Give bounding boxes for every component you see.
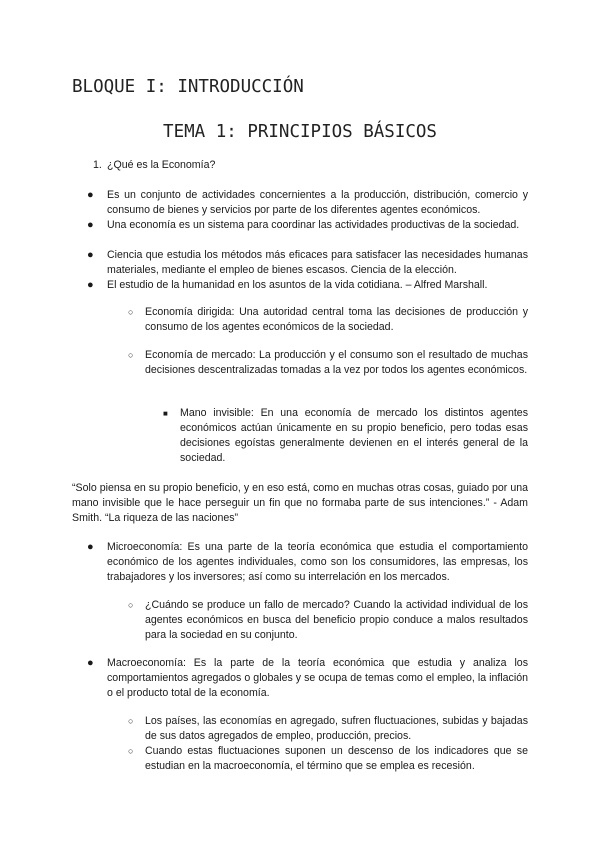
- macro-detail-item: Los países, las economías en agregado, sufren fluctuaciones, subidas y bajadas de sus datos agregados de empleo, producción, precios.: [145, 715, 528, 742]
- topic-title: TEMA 1: PRINCIPIOS BÁSICOS: [163, 122, 437, 142]
- item-question: ¿Qué es la Economía?: [107, 159, 216, 171]
- bullet-disc-icon: ●: [87, 279, 94, 291]
- bullet-circle-icon: ○: [128, 716, 134, 726]
- block-title: BLOQUE I: INTRODUCCIÓN: [72, 77, 304, 97]
- macro-detail-item: Cuando estas fluctuaciones suponen un descenso de los indicadores que se estudian en la macroeconomía, el término que se emplea es recesión.: [145, 745, 528, 772]
- bullet-disc-icon: ●: [87, 189, 94, 201]
- definition-item: El estudio de la humanidad en los asuntos de la vida cotidiana. – Alfred Marshall.: [107, 279, 488, 291]
- bullet-disc-icon: ●: [87, 219, 94, 231]
- adam-smith-quote: “Solo piensa en su propio beneficio, y en eso está, como en muchas otras cosas, guiado por una mano invisible que le hace perseguir un fin que no formaba parte de sus intenciones.” - Adam Smith. “La riqueza de las naciones”: [72, 482, 528, 524]
- bullet-circle-icon: ○: [128, 307, 134, 317]
- economy-type-item: Economía dirigida: Una autoridad central toma las decisiones de producción y consumo de los agentes económicos de la sociedad.: [145, 306, 528, 333]
- economy-type-item: Economía de mercado: La producción y el consumo son el resultado de muchas decisiones descentralizadas tomadas a la vez por todos los agentes económicos.: [145, 349, 528, 376]
- bullet-circle-icon: ○: [128, 350, 134, 360]
- definition-item: Ciencia que estudia los métodos más eficaces para satisfacer las necesidades humanas materiales, mediante el empleo de bienes escasos. Ciencia de la elección.: [107, 249, 528, 276]
- bullet-disc-icon: ●: [87, 541, 94, 553]
- item-number: 1.: [93, 159, 102, 171]
- definition-item: Una economía es un sistema para coordinar las actividades productivas de la sociedad.: [107, 219, 520, 231]
- bullet-disc-icon: ●: [87, 657, 94, 669]
- bullet-disc-icon: ●: [87, 249, 94, 261]
- invisible-hand-item: Mano invisible: En una economía de mercado los distintos agentes económicos actúan únicamente en su propio beneficio, pero todas esas decisiones egoístas generalmente devienen en el interés general de la sociedad.: [180, 407, 528, 464]
- microeconomics-item: Microeconomía: Es una parte de la teoría económica que estudia el comportamiento económico de los agentes individuales, como son los consumidores, las empresas, los trabajadores y los inversores; así como su interrelación en los mercados.: [107, 541, 528, 583]
- bullet-circle-icon: ○: [128, 746, 134, 756]
- bullet-circle-icon: ○: [128, 600, 134, 610]
- macroeconomics-item: Macroeconomía: Es la parte de la teoría económica que estudia y analiza los comportamientos agregados o globales y se ocupa de temas como el empleo, la inflación o el producto total de la economía.: [107, 657, 528, 699]
- definition-item: Es un conjunto de actividades concernientes a la producción, distribución, comercio y consumo de bienes y servicios por parte de los diferentes agentes económicos.: [107, 189, 528, 216]
- bullet-square-icon: ■: [163, 409, 168, 418]
- market-failure-item: ¿Cuándo se produce un fallo de mercado? Cuando la actividad individual de los agentes económicos en busca del beneficio propio conduce a malos resultados para la sociedad en su conjunto.: [145, 599, 528, 641]
